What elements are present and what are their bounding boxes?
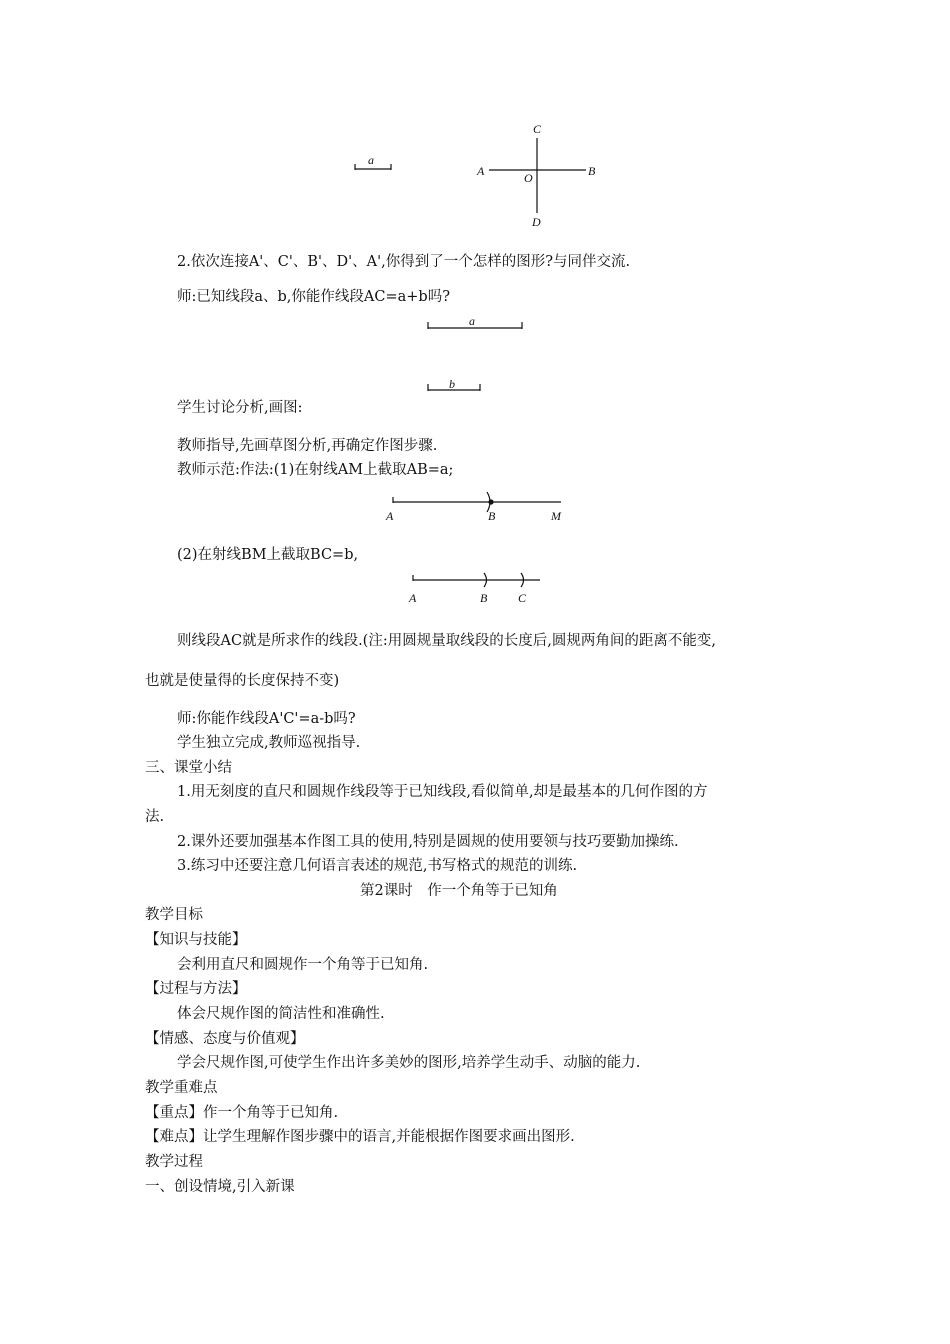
teacher-demo: 教师示范:作法:(1)在射线AM上截取AB=a;: [177, 462, 454, 478]
knowledge-text: 会利用直尺和圆规作一个角等于已知角.: [177, 957, 429, 973]
summary-1-line-1: 1.用无刻度的直尺和圆规作线段等于已知线段,看似简单,却是最基本的几何作图的方: [177, 784, 708, 800]
perpendicular-lines-figure: [489, 138, 586, 213]
label-seg-b: B: [480, 591, 488, 605]
label-d: D: [532, 215, 541, 229]
step-2: (2)在射线BM上截取BC=b,: [177, 547, 359, 563]
summary-1-line-2: 法.: [145, 809, 165, 825]
label-segment-b: b: [449, 377, 455, 391]
label-a-small: a: [368, 153, 374, 167]
section-3-heading: 三、课堂小结: [145, 760, 232, 776]
emotion-heading: 【情感、态度与价值观】: [145, 1031, 305, 1047]
label-segment-a: a: [469, 314, 475, 328]
process-text: 体会尺规作图的简洁性和准确性.: [177, 1006, 385, 1022]
segment-a-figure: [428, 322, 522, 329]
key-difficult-heading: 教学重难点: [145, 1080, 218, 1096]
section-1-heading: 一、创设情境,引入新课: [145, 1179, 295, 1195]
teacher-guide: 教师指导,先画草图分析,再确定作图步骤.: [177, 438, 438, 454]
label-ray-m: M: [551, 509, 561, 523]
student-independent: 学生独立完成,教师巡视指导.: [177, 735, 361, 751]
difficult-point: 【难点】让学生理解作图步骤中的语言,并能根据作图要求画出图形.: [145, 1129, 575, 1145]
label-c: C: [533, 122, 542, 136]
label-a: A: [477, 164, 485, 178]
label-b: B: [588, 164, 596, 178]
knowledge-heading: 【知识与技能】: [145, 932, 247, 948]
label-o: O: [524, 171, 533, 185]
label-ray-b: B: [488, 509, 496, 523]
process-heading: 【过程与方法】: [145, 981, 247, 997]
label-ray-a: A: [386, 509, 394, 523]
conclusion-line-1: 则线段AC就是所求作的线段.(注:用圆规量取线段的长度后,圆规两角间的距离不能变,: [177, 633, 716, 649]
teacher-question-1: 师:已知线段a、b,你能作线段AC=a+b吗?: [177, 289, 450, 305]
label-seg-c: C: [518, 591, 527, 605]
segment-ac-construction: [413, 573, 540, 587]
teacher-question-2: 师:你能作线段A'C'=a-b吗?: [177, 711, 356, 727]
teaching-goals-heading: 教学目标: [145, 907, 203, 923]
summary-2: 2.课外还要加强基本作图工具的使用,特别是圆规的使用要领与技巧要勤加操练.: [177, 834, 679, 850]
point-b-dot: [488, 499, 493, 504]
lesson-2-title: 第2课时 作一个角等于已知角: [360, 883, 558, 899]
teaching-process-heading: 教学过程: [145, 1154, 203, 1170]
emotion-text: 学会尺规作图,可使学生作出许多美妙的图形,培养学生动手、动脑的能力.: [177, 1055, 641, 1071]
key-point: 【重点】作一个角等于已知角.: [145, 1105, 339, 1121]
conclusion-line-2: 也就是使量得的长度保持不变): [145, 673, 340, 689]
student-discussion: 学生讨论分析,画图:: [177, 400, 303, 416]
label-seg-a: A: [409, 591, 417, 605]
question-2: 2.依次连接A'、C'、B'、D'、A',你得到了一个怎样的图形?与同伴交流.: [177, 254, 631, 270]
summary-3: 3.练习中还要注意几何语言表述的规范,书写格式的规范的训练.: [177, 858, 578, 874]
ray-am-construction: [393, 492, 561, 512]
